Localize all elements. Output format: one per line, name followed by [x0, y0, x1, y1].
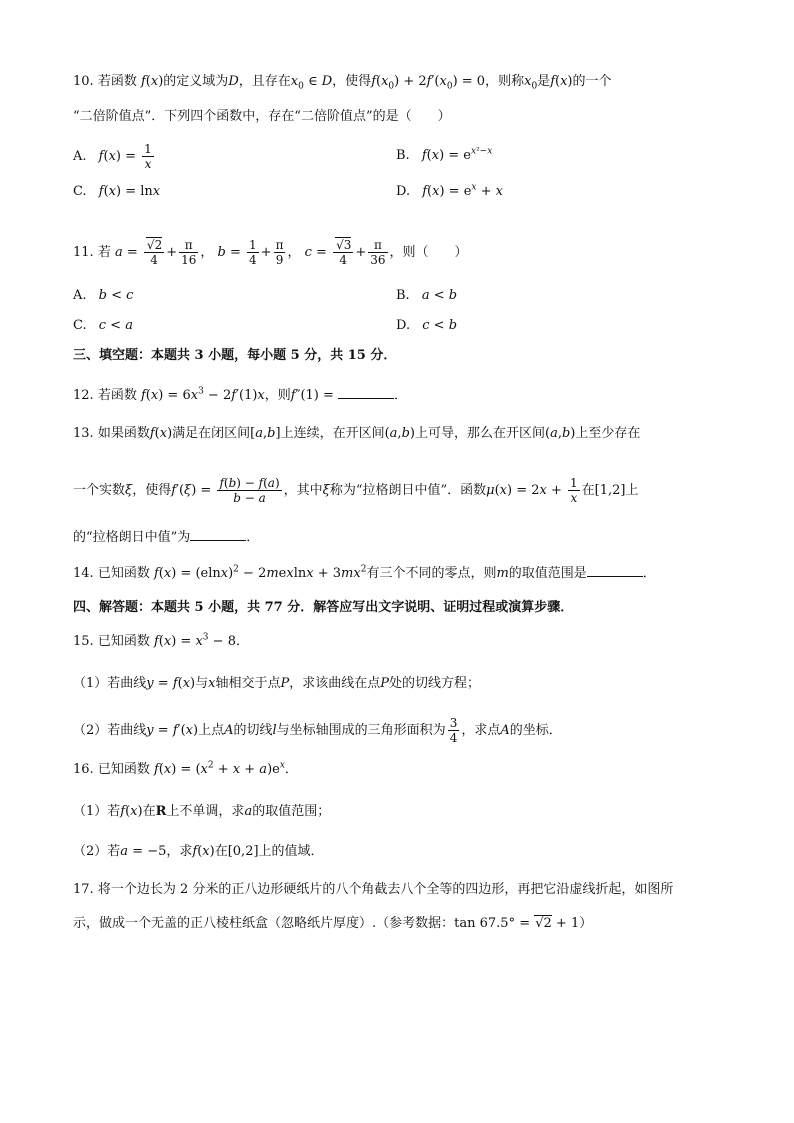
q12: 12. 若函数 $f(x) = 6x^3 - 2f'(1)x$，则f″(1) = ． [73, 384, 407, 406]
q10-option-a: A. f(x) = $\frac{1}{x}$ [73, 142, 152, 171]
q10-option-c: C. f(x) = lnx [73, 184, 161, 199]
q13-line3: 的“拉格朗日中值”为 ． [73, 526, 259, 548]
q16-stem: 16. 已知函数 $f(x) = (x^2 + x + a)e^x$． [73, 760, 298, 777]
q11-option-c: C. c < a [73, 318, 133, 333]
q11-option-a: A. b < c [73, 288, 134, 303]
q16-part2: （2）若a = −5，求f(x)在[0,2]上的值域． [73, 844, 324, 859]
q17-line1: 17. 将一个边长为 2 分米的正八边形硬纸片的八个角截去八个全等的四边形，再把它沿虚线折起，如图所 [73, 882, 674, 897]
section-3-heading: 三、填空题：本题共 3 小题，每小题 5 分，共 15 分． [73, 348, 397, 363]
section-4-heading: 四、解答题：本题共 5 小题，共 77 分．解答应写出文字说明、证明过程或演算步骤． [73, 600, 574, 615]
q11-option-b: B. a < b [396, 288, 458, 303]
q14-answer-blank[interactable] [587, 562, 643, 577]
q13-line2: 一个实数ξ，使得f′(ξ) = $\frac{f(b) - f(a)}{b - a}$ ，其中ξ称为“拉格朗日中值”．函数μ(x) = 2x + $\frac{1}{x}$ 在[1,2]上 [73, 476, 639, 505]
q16-part1: （1）若f(x)在R上不单调，求a的取值范围； [73, 804, 331, 819]
q15-stem: 15. 已知函数 $f(x) = x^3 - 8$． [73, 632, 249, 649]
q13-line1: 13. 如果函数f(x)满足在闭区间[a,b]上连续，在开区间(a,b)上可导，那么在开区间(a,b)上至少存在 [73, 426, 641, 441]
q12-answer-blank[interactable] [338, 384, 394, 399]
q15-part1: （1）若曲线y = f(x)与x轴相交于点P，求该曲线在点P处的切线方程； [73, 676, 481, 691]
q10-option-d: D. $f(x) = e^x + x$ [396, 182, 503, 199]
q15-part2: （2）若曲线y = f′(x)上点A的切线l与坐标轴围成的三角形面积为 $\frac{3}{4}$ ，求点A的坐标． [73, 716, 562, 745]
q11-option-d: D. c < b [396, 318, 458, 333]
q14: 14. 已知函数 $f(x) = (elnx)^2 - 2mexlnx + 3mx^2$有三个不同的零点，则m的取值范围是 ． [73, 562, 656, 584]
q13-answer-blank[interactable] [190, 526, 246, 541]
q10-line1: 10. 若函数 f(x)的定义域为D，且存在$x_0$ ∈ D，使得$f(x_0) + 2f'(x_0) = 0$，则称$x_0$是f(x)的一个 [73, 74, 612, 92]
q17-line2: 示，做成一个无盖的正八棱柱纸盒（忽略纸片厚度）.（参考数据：tan 67.5° = √2 + 1） [73, 916, 593, 931]
q10-option-b: B. $f(x) = e^{x^2-x}$ [396, 146, 493, 163]
q11-stem: 11. 若 a = $\frac{√2}{4}$ + $\frac{\pi}{16}$ ， b = $\frac{1}{4}$ + $\frac{\pi}{9}$ ， c = $\frac{√3}{4}$ + $\frac{\pi}{36}$ ，则（ ） [73, 238, 468, 267]
q10-line2: “二倍阶值点”．下列四个函数中，存在“二倍阶值点”的是（ ） [73, 109, 451, 124]
